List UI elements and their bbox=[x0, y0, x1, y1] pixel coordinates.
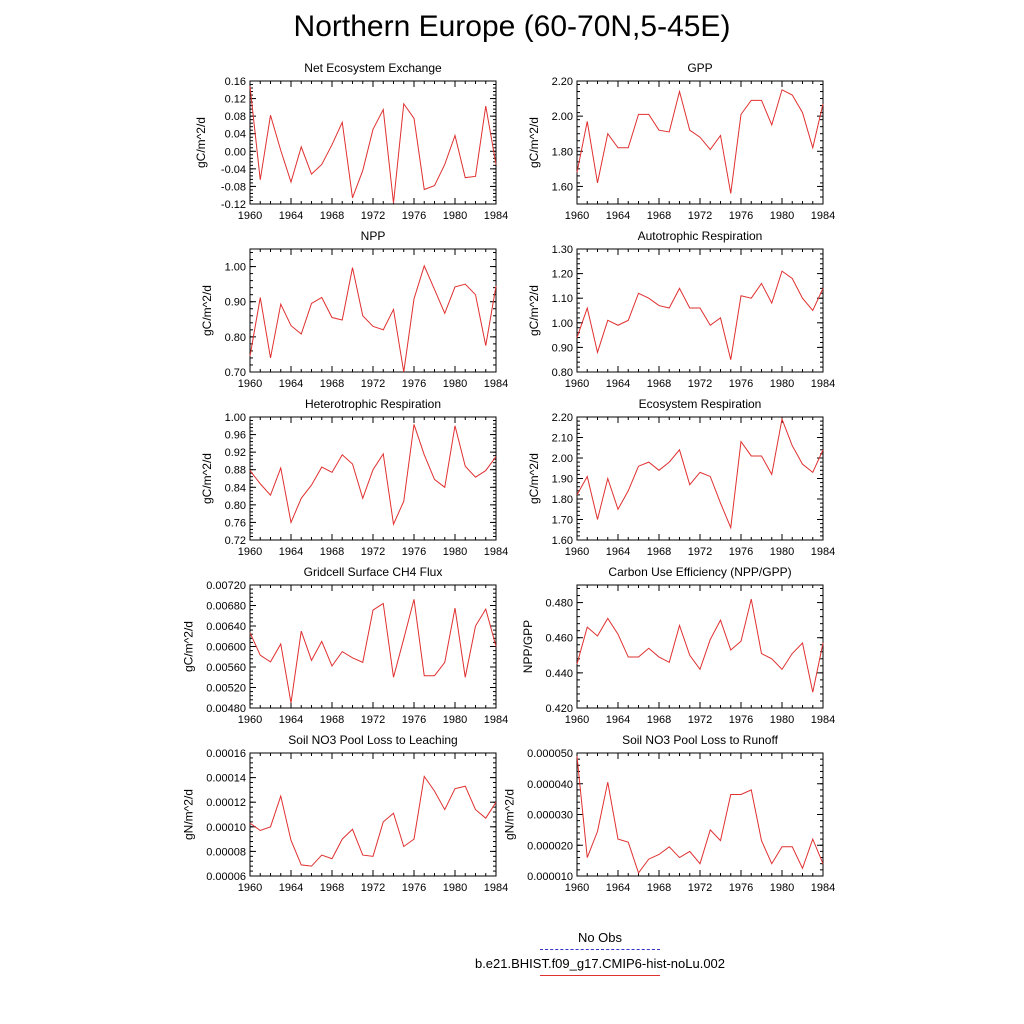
y-axis-label: gC/m^2/d bbox=[181, 621, 196, 672]
series-line bbox=[577, 419, 823, 528]
y-tick-label: 0.00006 bbox=[206, 871, 246, 883]
x-tick-label: 1964 bbox=[605, 378, 631, 390]
y-tick-label: 0.08 bbox=[224, 111, 246, 124]
x-tick-label: 1964 bbox=[278, 378, 304, 390]
y-tick-label: 0.460 bbox=[545, 632, 573, 645]
y-tick-label: 1.10 bbox=[551, 293, 573, 306]
x-tick-label: 1980 bbox=[442, 546, 468, 558]
y-tick-label: 0.000040 bbox=[527, 778, 573, 791]
y-tick-label: 1.20 bbox=[551, 268, 573, 281]
x-tick-label: 1968 bbox=[319, 210, 345, 222]
y-axis-label: gN/m^2/d bbox=[181, 789, 196, 840]
y-tick-label: 1.80 bbox=[551, 494, 573, 506]
plot-frame bbox=[577, 585, 823, 708]
x-tick-label: 1960 bbox=[564, 714, 590, 726]
x-tick-label: 1960 bbox=[237, 714, 263, 726]
y-tick-label: 1.00 bbox=[224, 261, 246, 274]
chart-panel-8 bbox=[521, 565, 835, 726]
legend bbox=[420, 930, 780, 982]
x-tick-label: 1976 bbox=[401, 882, 427, 894]
y-tick-label: 1.00 bbox=[224, 412, 246, 424]
chart-title: GPP bbox=[687, 61, 713, 75]
y-tick-label: 0.00014 bbox=[206, 772, 246, 785]
chart-title: NPP bbox=[360, 229, 386, 243]
y-tick-label: 0.00010 bbox=[206, 821, 246, 834]
x-tick-label: 1984 bbox=[810, 210, 836, 222]
chart-panel-2 bbox=[527, 61, 835, 222]
x-tick-label: 1984 bbox=[810, 714, 836, 726]
y-tick-label: 0.000020 bbox=[527, 840, 573, 853]
series-line bbox=[577, 271, 823, 360]
y-tick-label: 1.70 bbox=[551, 514, 573, 527]
y-axis-label: NPP/GPP bbox=[521, 619, 535, 674]
chart-title: Ecosystem Respiration bbox=[638, 397, 762, 411]
x-tick-label: 1976 bbox=[401, 210, 427, 222]
y-tick-label: 0.16 bbox=[224, 76, 246, 88]
x-tick-label: 1968 bbox=[646, 210, 672, 222]
y-tick-label: 0.88 bbox=[224, 464, 246, 477]
x-tick-label: 1972 bbox=[360, 210, 386, 222]
x-tick-label: 1980 bbox=[769, 882, 795, 894]
x-tick-label: 1968 bbox=[646, 546, 672, 558]
series-line bbox=[250, 86, 496, 203]
x-tick-label: 1960 bbox=[564, 882, 590, 894]
y-tick-label: 0.80 bbox=[224, 331, 246, 344]
y-axis-label: gC/m^2/d bbox=[527, 117, 542, 168]
series-line bbox=[250, 599, 496, 703]
y-tick-label: 0.80 bbox=[551, 367, 573, 379]
y-tick-label: 1.60 bbox=[551, 181, 573, 194]
x-tick-label: 1980 bbox=[442, 882, 468, 894]
x-tick-label: 1976 bbox=[728, 714, 754, 726]
chart-panel-7 bbox=[182, 565, 509, 726]
legend-entry-obs bbox=[420, 930, 780, 950]
x-tick-label: 1984 bbox=[483, 546, 509, 558]
legend-model-swatch bbox=[540, 975, 660, 976]
x-tick-label: 1960 bbox=[564, 378, 590, 390]
y-tick-label: 0.00 bbox=[224, 146, 246, 159]
legend-model-label: b.e21.BHIST.f09_g17.CMIP6-hist-noLu.002 bbox=[474, 956, 726, 971]
y-tick-label: -0.12 bbox=[220, 199, 246, 211]
y-tick-label: 1.90 bbox=[551, 473, 573, 486]
x-tick-label: 1980 bbox=[442, 714, 468, 726]
plot-frame bbox=[250, 585, 496, 708]
x-tick-label: 1964 bbox=[278, 210, 304, 222]
chart-panel-6 bbox=[527, 397, 835, 558]
x-tick-label: 1976 bbox=[401, 378, 427, 390]
x-tick-label: 1976 bbox=[401, 714, 427, 726]
x-tick-label: 1984 bbox=[483, 378, 509, 390]
x-tick-label: 1984 bbox=[810, 546, 836, 558]
y-tick-label: 2.10 bbox=[551, 432, 573, 445]
chart-panel-5 bbox=[200, 397, 508, 558]
plot-frame bbox=[577, 249, 823, 372]
x-tick-label: 1964 bbox=[605, 546, 631, 558]
series-line bbox=[250, 424, 496, 524]
y-tick-label: 0.12 bbox=[224, 93, 246, 106]
x-tick-label: 1968 bbox=[646, 714, 672, 726]
chart-title: Gridcell Surface CH4 Flux bbox=[303, 565, 443, 579]
x-tick-label: 1976 bbox=[401, 546, 427, 558]
x-tick-label: 1980 bbox=[769, 714, 795, 726]
y-tick-label: 0.72 bbox=[224, 535, 246, 547]
chart-panel-3 bbox=[200, 229, 508, 390]
y-tick-label: 1.00 bbox=[551, 317, 573, 330]
plot-frame bbox=[250, 417, 496, 540]
x-tick-label: 1980 bbox=[769, 210, 795, 222]
y-tick-label: 0.90 bbox=[551, 342, 573, 355]
y-tick-label: 0.84 bbox=[224, 482, 246, 495]
x-tick-label: 1972 bbox=[360, 882, 386, 894]
y-tick-label: 0.00640 bbox=[206, 621, 246, 633]
series-line bbox=[250, 776, 496, 866]
x-tick-label: 1968 bbox=[646, 378, 672, 390]
x-tick-label: 1972 bbox=[687, 378, 713, 390]
series-line bbox=[250, 266, 496, 372]
plot-frame bbox=[577, 417, 823, 540]
x-tick-label: 1972 bbox=[687, 210, 713, 222]
x-tick-label: 1976 bbox=[728, 378, 754, 390]
x-tick-label: 1972 bbox=[687, 714, 713, 726]
y-tick-label: 0.00012 bbox=[206, 797, 246, 810]
x-tick-label: 1960 bbox=[237, 546, 263, 558]
y-tick-label: 2.00 bbox=[551, 453, 573, 465]
y-tick-label: 0.00016 bbox=[206, 748, 246, 760]
x-tick-label: 1984 bbox=[483, 882, 509, 894]
page-title: Northern Europe (60-70N,5-45E) bbox=[293, 10, 731, 43]
x-tick-label: 1976 bbox=[728, 210, 754, 222]
y-tick-label: 0.00680 bbox=[206, 600, 246, 613]
x-tick-label: 1976 bbox=[728, 882, 754, 894]
x-tick-label: 1984 bbox=[483, 210, 509, 222]
y-tick-label: -0.08 bbox=[220, 181, 246, 194]
y-tick-label: 0.440 bbox=[545, 667, 573, 680]
x-tick-label: 1964 bbox=[278, 714, 304, 726]
y-tick-label: 0.000050 bbox=[527, 748, 573, 760]
y-tick-label: 0.80 bbox=[224, 499, 246, 512]
y-tick-label: 0.480 bbox=[545, 597, 573, 610]
x-tick-label: 1980 bbox=[442, 378, 468, 390]
chart-title: Autotrophic Respiration bbox=[637, 229, 763, 243]
x-tick-label: 1976 bbox=[728, 546, 754, 558]
y-axis-label: gC/m^2/d bbox=[200, 285, 215, 336]
chart-title: Carbon Use Efficiency (NPP/GPP) bbox=[608, 565, 792, 579]
y-tick-label: 0.92 bbox=[224, 447, 246, 460]
x-tick-label: 1960 bbox=[237, 882, 263, 894]
x-tick-label: 1968 bbox=[319, 546, 345, 558]
x-tick-label: 1964 bbox=[278, 882, 304, 894]
x-tick-label: 1968 bbox=[319, 378, 345, 390]
x-tick-label: 1968 bbox=[319, 714, 345, 726]
y-tick-label: 1.60 bbox=[551, 535, 573, 547]
y-tick-label: 0.96 bbox=[224, 429, 246, 442]
x-tick-label: 1980 bbox=[442, 210, 468, 222]
y-tick-label: 2.20 bbox=[551, 76, 573, 88]
chart-panel-9 bbox=[182, 733, 509, 894]
y-tick-label: 0.76 bbox=[224, 517, 246, 530]
y-tick-label: 0.00720 bbox=[206, 580, 246, 592]
plot-frame bbox=[250, 753, 496, 876]
x-tick-label: 1960 bbox=[237, 378, 263, 390]
y-axis-label: gC/m^2/d bbox=[200, 453, 215, 504]
chart-title: Heterotrophic Respiration bbox=[304, 397, 442, 411]
y-tick-label: 0.000010 bbox=[527, 871, 573, 883]
y-tick-label: 1.80 bbox=[551, 146, 573, 159]
plot-frame bbox=[250, 81, 496, 204]
x-tick-label: 1984 bbox=[483, 714, 509, 726]
x-tick-label: 1980 bbox=[769, 378, 795, 390]
chart-panel-1 bbox=[194, 61, 508, 222]
x-tick-label: 1984 bbox=[810, 882, 836, 894]
x-tick-label: 1964 bbox=[605, 210, 631, 222]
x-tick-label: 1972 bbox=[360, 714, 386, 726]
x-tick-label: 1972 bbox=[687, 546, 713, 558]
y-axis-label: gC/m^2/d bbox=[194, 117, 208, 168]
y-axis-label: gC/m^2/d bbox=[527, 285, 542, 336]
x-tick-label: 1960 bbox=[564, 210, 590, 222]
chart-panel-10 bbox=[502, 733, 835, 894]
x-tick-label: 1968 bbox=[646, 882, 672, 894]
y-tick-label: 0.00520 bbox=[206, 682, 246, 695]
x-tick-label: 1964 bbox=[278, 546, 304, 558]
y-tick-label: 0.00560 bbox=[206, 662, 246, 674]
y-axis-label: gC/m^2/d bbox=[527, 453, 542, 504]
y-tick-label: 1.30 bbox=[551, 244, 573, 256]
y-tick-label: 0.000030 bbox=[527, 809, 573, 822]
y-tick-label: -0.04 bbox=[220, 163, 246, 176]
x-tick-label: 1960 bbox=[237, 210, 263, 222]
legend-obs-swatch bbox=[540, 949, 660, 950]
y-tick-label: 0.00600 bbox=[206, 641, 246, 654]
chart-title: Soil NO3 Pool Loss to Leaching bbox=[288, 733, 458, 747]
y-tick-label: 0.04 bbox=[224, 128, 246, 141]
series-line bbox=[577, 756, 823, 873]
x-tick-label: 1968 bbox=[319, 882, 345, 894]
x-tick-label: 1972 bbox=[687, 882, 713, 894]
x-tick-label: 1972 bbox=[360, 378, 386, 390]
chart-panel-4 bbox=[527, 229, 835, 390]
y-tick-label: 0.00480 bbox=[206, 703, 246, 715]
legend-obs-label: No Obs bbox=[577, 930, 623, 945]
y-tick-label: 0.90 bbox=[224, 296, 246, 309]
plot-frame bbox=[250, 249, 496, 372]
legend-entry-model bbox=[420, 956, 780, 976]
series-line bbox=[577, 599, 823, 692]
x-tick-label: 1964 bbox=[605, 714, 631, 726]
y-tick-label: 0.00008 bbox=[206, 846, 246, 859]
y-tick-label: 0.420 bbox=[545, 703, 573, 715]
y-tick-label: 0.70 bbox=[224, 367, 246, 379]
x-tick-label: 1964 bbox=[605, 882, 631, 894]
x-tick-label: 1972 bbox=[360, 546, 386, 558]
chart-title: Soil NO3 Pool Loss to Runoff bbox=[622, 733, 778, 747]
x-tick-label: 1984 bbox=[810, 378, 836, 390]
chart-title: Net Ecosystem Exchange bbox=[304, 61, 442, 75]
y-tick-label: 2.00 bbox=[551, 111, 573, 124]
y-axis-label: gN/m^2/d bbox=[502, 789, 517, 840]
y-tick-label: 2.20 bbox=[551, 412, 573, 424]
series-line bbox=[577, 90, 823, 194]
x-tick-label: 1960 bbox=[564, 546, 590, 558]
x-tick-label: 1980 bbox=[769, 546, 795, 558]
